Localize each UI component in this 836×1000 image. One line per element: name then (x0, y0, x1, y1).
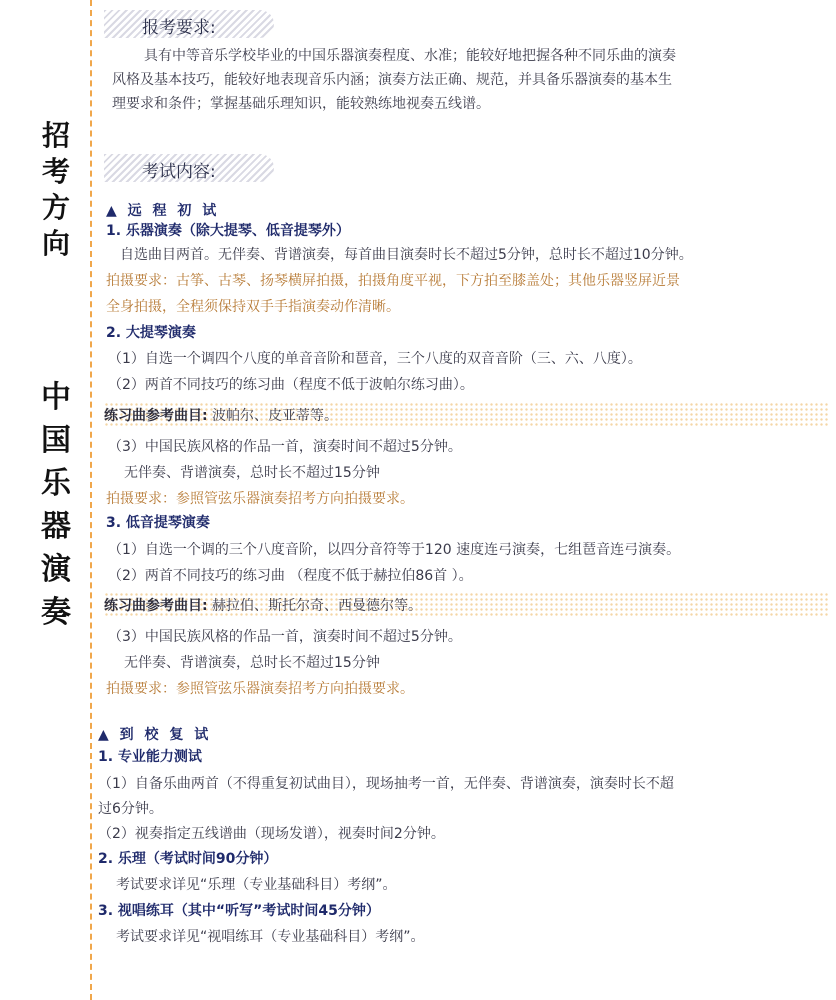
reference-label: 练习曲参考曲目: (104, 598, 208, 614)
double-bass-item: （2）两首不同技巧的练习曲 （程度不低于赫拉伯86首 ）。 (108, 568, 473, 584)
filming-requirement: 拍摄要求：参照管弦乐器演奏招考方向拍摄要求。 (106, 681, 414, 697)
cello-item: （2）两首不同技巧的练习曲（程度不低于波帕尔练习曲）。 (108, 377, 474, 393)
content-heading (104, 154, 274, 182)
reference-label: 练习曲参考曲目: (104, 408, 208, 424)
filming-requirement: 全身拍摄，全程须保持双手手指演奏动作清晰。 (106, 299, 400, 315)
label-char: 考 (41, 155, 70, 188)
label-char: 乐 (41, 466, 71, 501)
requirements-line: 理要求和条件；掌握基础乐理知识，能较熟练地视奏五线谱。 (112, 96, 490, 112)
filming-requirement: 拍摄要求：参照管弦乐器演奏招考方向拍摄要求。 (106, 491, 414, 507)
remote-round-title: ▲ 远 程 初 试 (106, 203, 220, 219)
requirements-line: 风格及基本技巧，能较好地表现音乐内涵；演奏方法正确、规范，并具备乐器演奏的基本生 (112, 72, 672, 88)
label-char: 奏 (41, 595, 71, 630)
professional-test-item: 过6分钟。 (98, 801, 163, 817)
double-bass-reference (104, 595, 422, 615)
label-char: 向 (41, 227, 70, 260)
cello-note: 无伴奏、背谱演奏，总时长不超过15分钟 (124, 465, 380, 481)
reference-value: 赫拉伯、斯托尔奇、西曼德尔等。 (207, 598, 423, 614)
professional-test-title: 1. 专业能力测试 (98, 749, 202, 765)
label-char: 演 (41, 552, 71, 587)
label-char: 器 (41, 509, 71, 544)
requirements-heading (104, 10, 274, 38)
requirements-line: 具有中等音乐学校毕业的中国乐器演奏程度、水准；能较好地把握各种不同乐曲的演奏 (144, 48, 676, 64)
double-bass-item: （1）自选一个调的三个八度音阶，以四分音符等于120 速度连弓演奏，七组琶音连弓演奏。 (108, 542, 681, 558)
left-label-major (38, 376, 74, 634)
label-char: 中 (41, 380, 71, 415)
cello-reference (104, 405, 338, 425)
professional-test-item: （2）视奏指定五线谱曲（现场发谱），视奏时间2分钟。 (98, 826, 445, 842)
left-label-direction (38, 118, 74, 262)
reference-value: 波帕尔、皮亚蒂等。 (207, 408, 339, 424)
cello-item: （3）中国民族风格的作品一首，演奏时间不超过5分钟。 (108, 439, 462, 455)
cello-reference-band (104, 402, 828, 428)
ear-training-title: 3. 视唱练耳（其中“听写”考试时间45分钟） (98, 903, 380, 919)
double-bass-section-title: 3. 低音提琴演奏 (106, 515, 210, 531)
filming-requirement: 拍摄要求：古筝、古琴、扬琴横屏拍摄，拍摄角度平视，下方拍至膝盖处；其他乐器竖屏近景 (106, 273, 680, 289)
label-char: 招 (41, 119, 70, 152)
label-char: 国 (41, 423, 71, 458)
instrument-section-title: 1. 乐器演奏（除大提琴、低音提琴外） (106, 223, 350, 239)
cello-section-title: 2. 大提琴演奏 (106, 325, 196, 341)
cello-item: （1）自选一个调四个八度的单音音阶和琶音，三个八度的双音音阶（三、六、八度）。 (108, 351, 642, 367)
content-heading-text: 考试内容: (142, 162, 216, 182)
music-theory-title: 2. 乐理（考试时间90分钟） (98, 851, 278, 867)
double-bass-item: （3）中国民族风格的作品一首，演奏时间不超过5分钟。 (108, 629, 462, 645)
requirements-paragraph (112, 44, 812, 116)
professional-test-item: （1）自备乐曲两首（不得重复初试曲目），现场抽考一首，无伴奏、背谱演奏，演奏时长不超 (98, 776, 674, 792)
ear-training-note: 考试要求详见“视唱练耳（专业基础科目）考纲”。 (116, 929, 425, 945)
dashed-divider (90, 0, 92, 1000)
onsite-round-title: ▲ 到 校 复 试 (98, 727, 212, 743)
double-bass-note: 无伴奏、背谱演奏，总时长不超过15分钟 (124, 655, 380, 671)
instrument-requirement: 自选曲目两首。无伴奏、背谱演奏，每首曲目演奏时长不超过5分钟，总时长不超过10分钟。 (120, 247, 693, 263)
label-char: 方 (41, 191, 70, 224)
music-theory-note: 考试要求详见“乐理（专业基础科目）考纲”。 (116, 877, 397, 893)
requirements-heading-text: 报考要求: (142, 18, 216, 38)
double-bass-reference-band (104, 592, 828, 618)
